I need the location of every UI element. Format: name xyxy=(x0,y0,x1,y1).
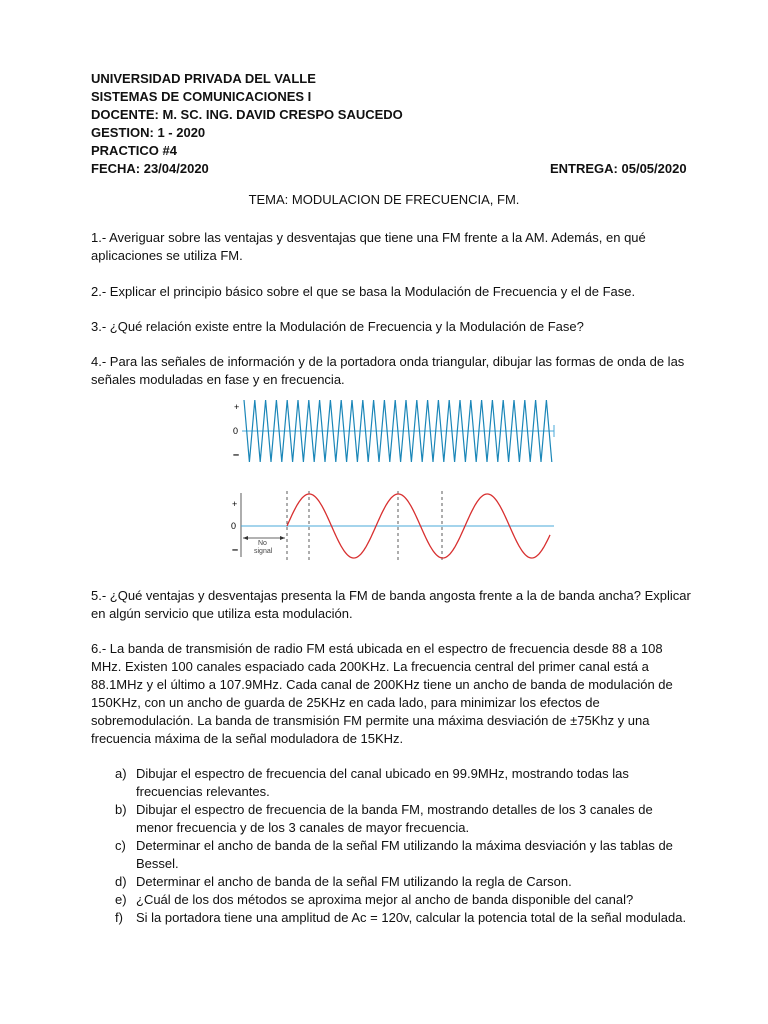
header-practice: PRACTICO #4 xyxy=(91,143,177,158)
question-4: 4.- Para las señales de información y de la portadora onda triangular, dibujar las formas de onda de las señales moduladas en fase y en frecuencia. xyxy=(91,354,685,387)
question-1: 1.- Averiguar sobre las ventajas y desventajas que tiene una FM frente a la AM. Además, en qué aplicaciones se utiliza FM. xyxy=(91,230,646,263)
topic-title: TEMA: MODULACION DE FRECUENCIA, FM. xyxy=(248,192,520,207)
no-signal-arrow-left-head xyxy=(243,536,248,540)
question-6: 6.- La banda de transmisión de radio FM está ubicada en el espectro de frecuencia desde 88 a 108 MHz. Existen 100 canales espaciado cada 200KHz. La frecuencia central del primer canal está a 88.1MHz y el último a 107.9MHz. Cada canal de 200KHz tiene un ancho de banda de modulación de 150KHz, con un ancho de guarda de 25KHz en cada lado, para minimizar los efectos de sobremodulación. La banda de transmisión FM permite una máxima desviación de ±75Khz y una frecuencia máxima de la señal moduladora de 15KHz. xyxy=(91,641,673,746)
no-signal-label-line2: signal xyxy=(254,548,273,555)
carrier-plus-label: + xyxy=(234,402,240,412)
subitem-c xyxy=(91,837,691,873)
subitem-marker: b) xyxy=(115,802,127,817)
question-2: 2.- Explicar el principio básico sobre el que se basa la Modulación de Frecuencia y el de Fase. xyxy=(91,284,636,299)
subitem-marker: e) xyxy=(115,892,127,907)
carrier-minus-label: – xyxy=(233,449,240,461)
header-course: SISTEMAS DE COMUNICACIONES I xyxy=(91,89,312,104)
header-date: FECHA: 23/04/2020 xyxy=(91,161,209,176)
subitem-e xyxy=(91,891,691,909)
question-6-subitems xyxy=(91,765,691,927)
subitem-marker: d) xyxy=(115,874,127,889)
header-term: GESTION: 1 - 2020 xyxy=(91,125,206,140)
header-dates-row xyxy=(91,160,701,178)
subitem-a xyxy=(91,765,691,801)
no-signal-label-line1: No xyxy=(258,540,267,547)
header-teacher: DOCENTE: M. SC. ING. DAVID CRESPO SAUCEDO xyxy=(91,107,403,122)
subitem-text: Determinar el ancho de banda de la señal FM utilizando la máxima desviación y las tablas de Bessel. xyxy=(136,838,673,871)
question-5: 5.- ¿Qué ventajas y desventajas presenta la FM de banda angosta frente a la de banda ancha? Explicar en algún servicio que utiliza esta modulación. xyxy=(91,588,691,621)
subitem-f xyxy=(91,909,691,927)
modulating-zero-label: 0 xyxy=(231,521,237,531)
subitem-text: Dibujar el espectro de frecuencia de la banda FM, mostrando detalles de los 3 canales de menor frecuencia y de los 3 canales de mayor frecuencia. xyxy=(136,802,653,835)
modulating-minus-label: – xyxy=(232,544,239,556)
triangular-carrier-wave xyxy=(244,400,552,462)
subitem-marker: f) xyxy=(115,910,123,925)
figure-modulating-waveform xyxy=(228,487,558,571)
carrier-zero-label: 0 xyxy=(233,426,239,436)
subitem-d xyxy=(91,873,691,891)
subitem-text: Dibujar el espectro de frecuencia del canal ubicado en 99.9MHz, mostrando todas las frecuencias relevantes. xyxy=(136,766,629,799)
question-3: 3.- ¿Qué relación existe entre la Modulación de Frecuencia y la Modulación de Fase? xyxy=(91,319,584,334)
header-university: UNIVERSIDAD PRIVADA DEL VALLE xyxy=(91,71,316,86)
header-due-date: ENTREGA: 05/05/2020 xyxy=(550,161,687,176)
no-signal-arrow-right-head xyxy=(280,536,285,540)
subitem-b xyxy=(91,801,691,837)
figure-carrier-waveform xyxy=(228,392,558,472)
subitem-marker: c) xyxy=(115,838,126,853)
subitem-text: ¿Cuál de los dos métodos se aproxima mejor al ancho de banda disponible del canal? xyxy=(136,892,634,907)
subitem-text: Determinar el ancho de banda de la señal FM utilizando la regla de Carson. xyxy=(136,874,572,889)
subitem-text: Si la portadora tiene una amplitud de Ac = 120v, calcular la potencia total de la señal modulada. xyxy=(136,910,687,925)
modulating-plus-label: + xyxy=(232,499,238,509)
subitem-marker: a) xyxy=(115,766,127,781)
